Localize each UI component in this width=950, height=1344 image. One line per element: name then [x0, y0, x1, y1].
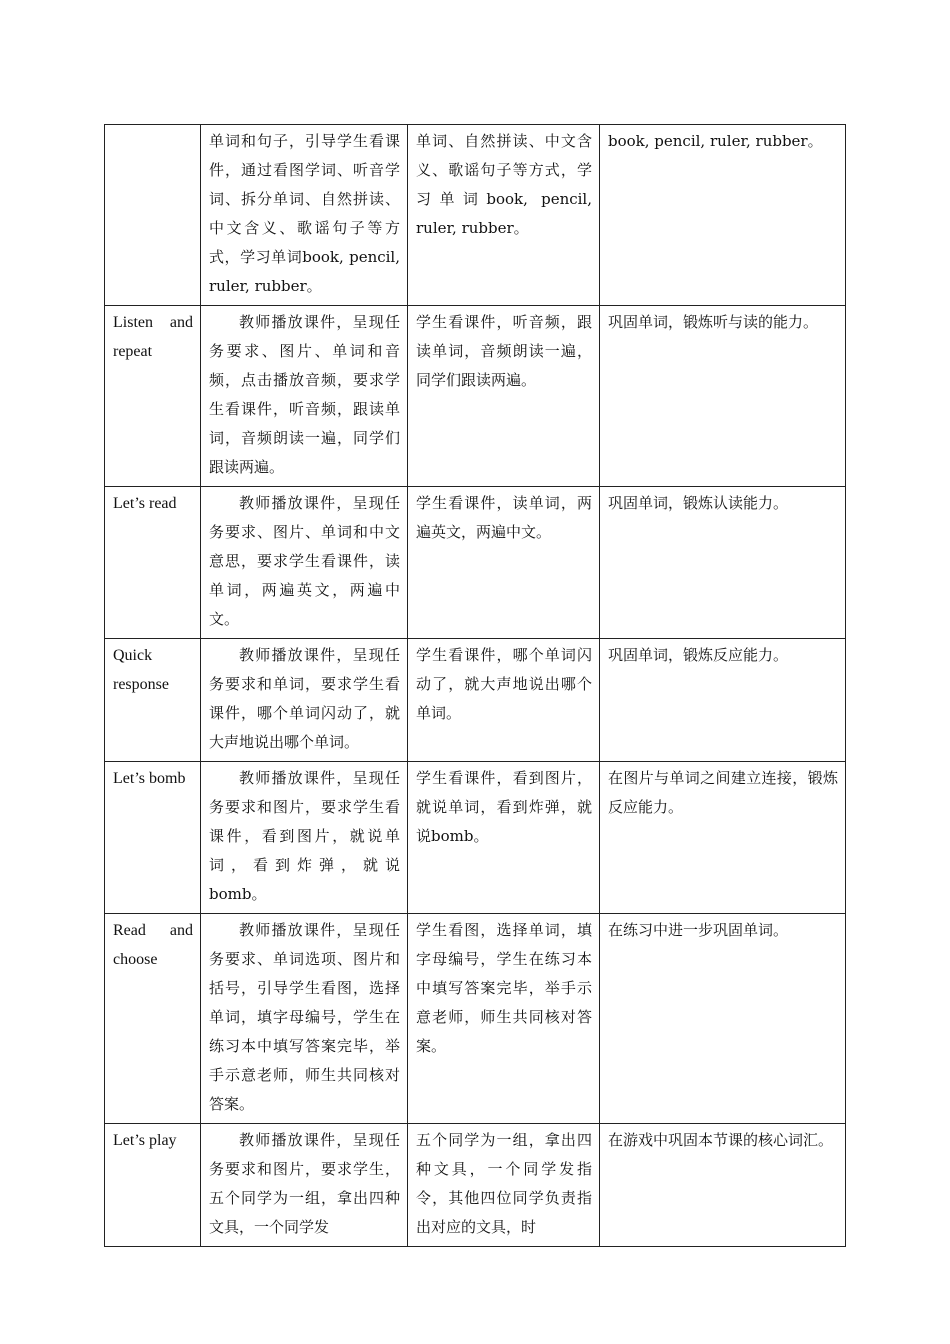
step-cell: Let’s bomb [105, 762, 201, 914]
purpose-cell: 巩固单词，锻炼认读能力。 [600, 487, 846, 639]
purpose-cell: 在练习中进一步巩固单词。 [600, 914, 846, 1124]
teacher-activity-cell: 教师播放课件，呈现任务要求、图片、单词和中文意思，要求学生看课件，读单词，两遍英文，两遍中文。 [201, 487, 408, 639]
student-activity-cell: 单词、自然拼读、中文含义、歌谣句子等方式，学习单词book, pencil, ruler, rubber。 [408, 125, 600, 306]
purpose-cell: 在游戏中巩固本节课的核心词汇。 [600, 1124, 846, 1247]
step-cell: Read and choose [105, 914, 201, 1124]
student-activity-cell: 五个同学为一组，拿出四种文具，一个同学发指令，其他四位同学负责指出对应的文具，时 [408, 1124, 600, 1247]
step-cell: Let’s read [105, 487, 201, 639]
purpose-cell: 巩固单词，锻炼反应能力。 [600, 639, 846, 762]
student-activity-cell: 学生看课件，读单词，两遍英文，两遍中文。 [408, 487, 600, 639]
teacher-activity-cell: 教师播放课件，呈现任务要求和图片，要求学生，五个同学为一组，拿出四种文具，一个同学发 [201, 1124, 408, 1247]
student-activity-cell: 学生看图，选择单词，填字母编号，学生在练习本中填写答案完毕，举手示意老师，师生共同核对答案。 [408, 914, 600, 1124]
teacher-activity-cell: 单词和句子，引导学生看课件，通过看图学词、听音学词、拆分单词、自然拼读、中文含义、歌谣句子等方式，学习单词book, pencil, ruler, rubber。 [201, 125, 408, 306]
table-row [105, 914, 846, 1124]
lesson-plan-table [104, 124, 846, 1247]
step-cell: Let’s play [105, 1124, 201, 1247]
table-row [105, 306, 846, 487]
student-activity-cell: 学生看课件，哪个单词闪动了，就大声地说出哪个单词。 [408, 639, 600, 762]
teacher-activity-cell: 教师播放课件，呈现任务要求、图片、单词和音频，点击播放音频，要求学生看课件，听音频，跟读单词，音频朗读一遍，同学们跟读两遍。 [201, 306, 408, 487]
table-row [105, 1124, 846, 1247]
step-cell: Quick response [105, 639, 201, 762]
table-row [105, 762, 846, 914]
student-activity-cell: 学生看课件，听音频，跟读单词，音频朗读一遍，同学们跟读两遍。 [408, 306, 600, 487]
table-row [105, 125, 846, 306]
teacher-activity-cell: 教师播放课件，呈现任务要求、单词选项、图片和括号，引导学生看图，选择单词，填字母编号，学生在练习本中填写答案完毕，举手示意老师，师生共同核对答案。 [201, 914, 408, 1124]
table-row [105, 639, 846, 762]
table-row [105, 487, 846, 639]
purpose-cell: 巩固单词，锻炼听与读的能力。 [600, 306, 846, 487]
student-activity-cell: 学生看课件，看到图片，就说单词，看到炸弹，就说bomb。 [408, 762, 600, 914]
step-cell: Listen and repeat [105, 306, 201, 487]
purpose-cell: 在图片与单词之间建立连接，锻炼反应能力。 [600, 762, 846, 914]
teacher-activity-cell: 教师播放课件，呈现任务要求和单词，要求学生看课件，哪个单词闪动了，就大声地说出哪个单词。 [201, 639, 408, 762]
purpose-cell: book, pencil, ruler, rubber。 [600, 125, 846, 306]
teacher-activity-cell: 教师播放课件，呈现任务要求和图片，要求学生看课件，看到图片，就说单词，看到炸弹，就说bomb。 [201, 762, 408, 914]
step-cell [105, 125, 201, 306]
